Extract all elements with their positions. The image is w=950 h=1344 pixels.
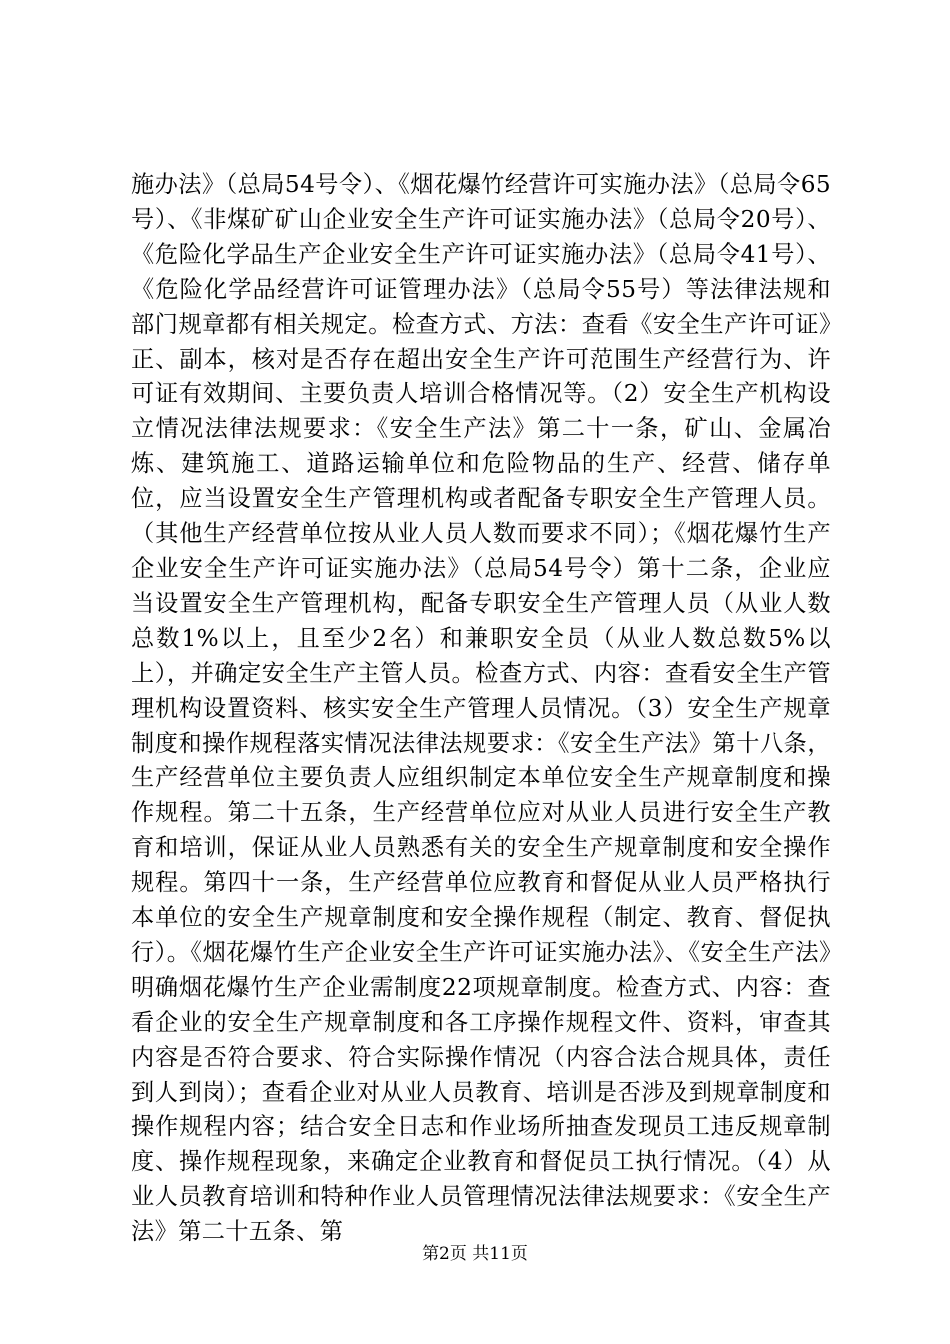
body-paragraph: 施办法》（总局54号令）、《烟花爆竹经营许可实施办法》（总局令65号）、《非煤矿矿山企业安全生产许可证实施办法》（总局令20号）、《危险化学品生产企业安全生产许可证实施办法》（总局令41号）、《危险化学品经营许可证管理办法》（总局令55号）等法律法规和部门规章都有相关规定。检查方式、方法：查看《安全生产许可证》正、副本，核对是否存在超出安全生产许可范围生产经营行为、许可证有效期间、主要负责人培训合格情况等。（2）安全生产机构设立情况法律法规要求：《安全生产法》第二十一条，矿山、金属冶炼、建筑施工、道路运输单位和危险物品的生产、经营、储存单位，应当设置安全生产管理机构或者配备专职安全生产管理人员。（其他生产经营单位按从业人员人数而要求不同）；《烟花爆竹生产企业安全生产许可证实施办法》（总局54号令）第十二条，企业应当设置安全生产管理机构，配备专职安全生产管理人员（从业人数总数1%以上，且至少2名）和兼职安全员（从业人数总数5%以上），并确定安全生产主管人员。检查方式、内容：查看安全生产管理机构设置资料、核实安全生产管理人员情况。（3）安全生产规章制度和操作规程落实情况法律法规要求：《安全生产法》第十八条，生产经营单位主要负责人应组织制定本单位安全生产规章制度和操作规程。第二十五条，生产经营单位应对从业人员进行安全生产教育和培训，保证从业人员熟悉有关的安全生产规章制度和安全操作规程。第四十一条，生产经营单位应教育和督促从业人员严格执行本单位的安全生产规章制度和安全操作规程（制定、教育、督促执行）。《烟花爆竹生产企业安全生产许可证实施办法》、《安全生产法》明确烟花爆竹生产企业需制度22项规章制度。检查方式、内容：查看企业的安全生产规章制度和各工序操作规程文件、资料，审查其内容是否符合要求、符合实际操作情况（内容合法合规具体，责任到人到岗）；查看企业对从业人员教育、培训是否涉及到规章制度和操作规程内容；结合安全日志和作业场所抽查发现员工违反规章制度、操作规程现象，来确定企业教育和督促员工执行情况。（4）从业人员教育培训和特种作业人员管理情况法律法规要求：《安全生产法》第二十五条、第: [131, 171, 831, 1246]
page-number-footer: 第2页 共11页: [422, 1244, 528, 1264]
